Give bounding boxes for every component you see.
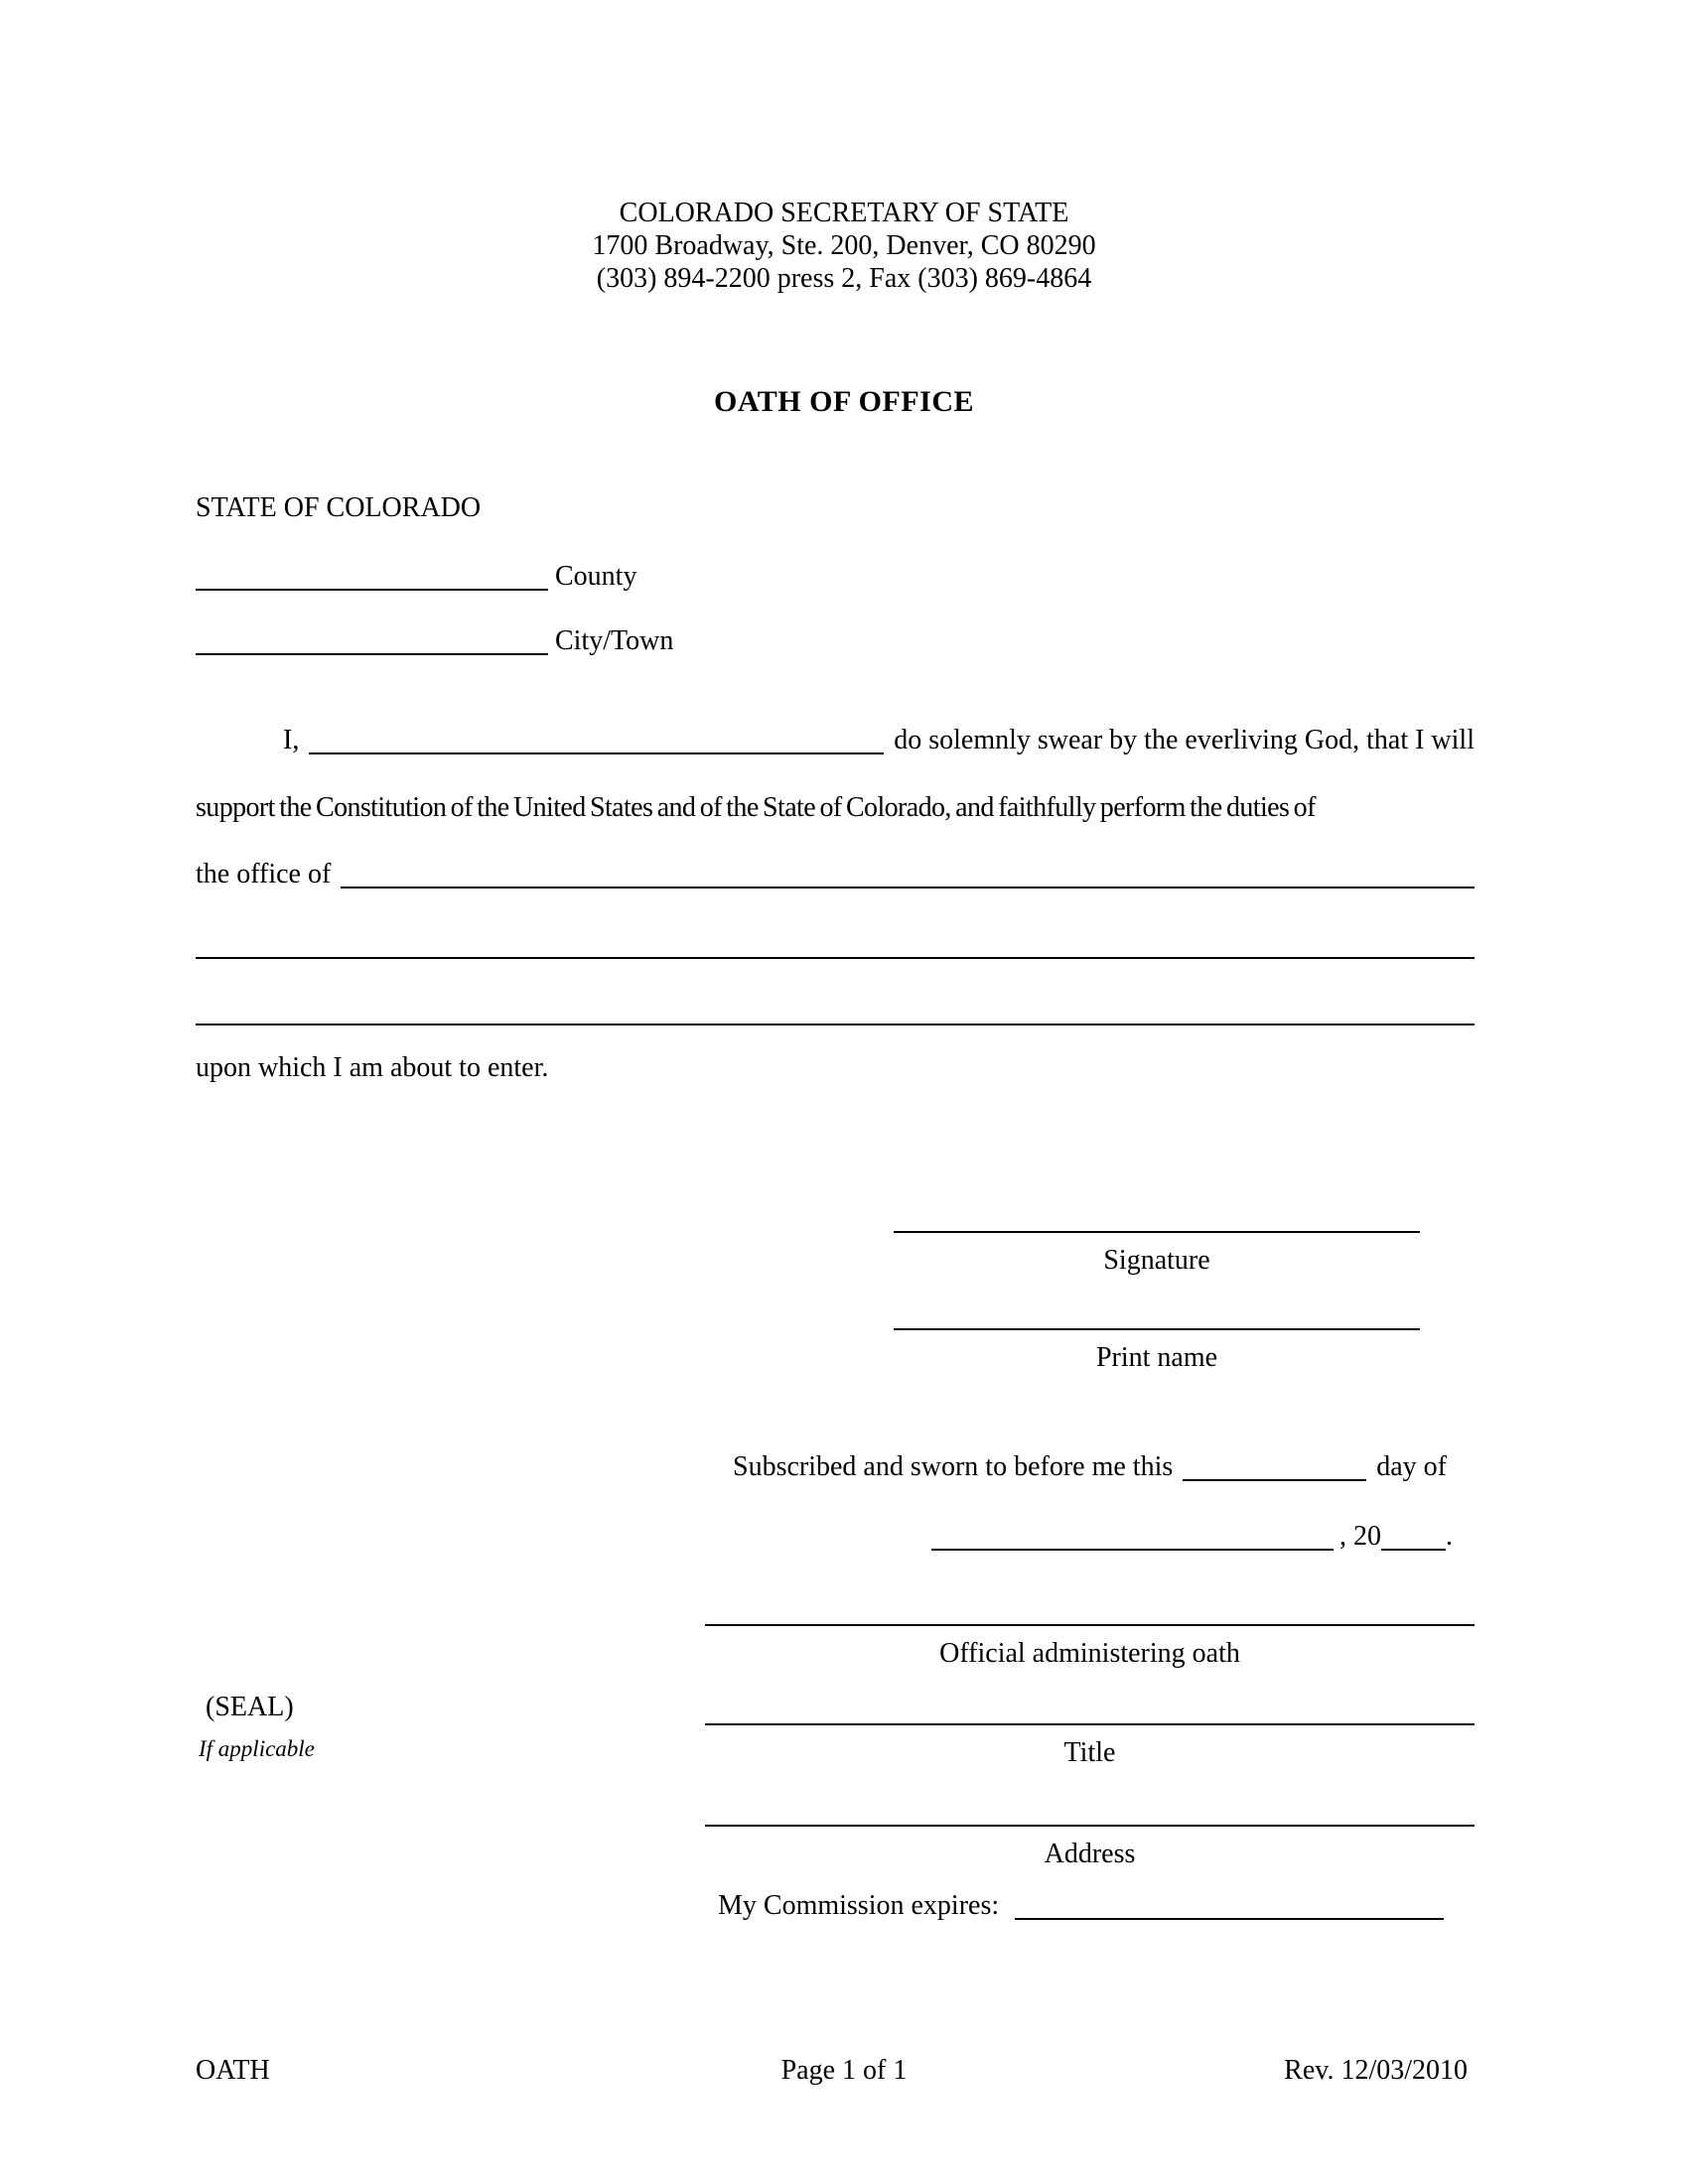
official-title-field[interactable] [705, 1723, 1475, 1725]
month-year-row [931, 1519, 1453, 1554]
oath-line-2: support the Constitution of the United States and of the State of Colorado, and faithfully perform the duties of [196, 792, 1316, 823]
footer-page-number: Page 1 of 1 [780, 2055, 908, 2086]
affiant-name-field[interactable] [309, 749, 884, 754]
official-address-field[interactable] [705, 1825, 1475, 1827]
signature-label: Signature [1103, 1245, 1210, 1276]
day-field[interactable] [1183, 1475, 1366, 1481]
city-town-row [196, 623, 673, 658]
org-address: 1700 Broadway, Ste. 200, Denver, CO 80290 [592, 230, 1096, 261]
year-field[interactable] [1381, 1545, 1446, 1551]
oath-lead-in: I, [283, 725, 300, 755]
footer-doc-code: OATH [196, 2055, 270, 2086]
office-name-field[interactable] [341, 883, 1475, 888]
oath-line-1-text: do solemnly swear by the everliving God, that I will [894, 725, 1475, 755]
official-title-label: Title [1063, 1737, 1116, 1768]
signature-field[interactable] [894, 1231, 1420, 1233]
office-name-field-line-3[interactable] [196, 1024, 1475, 1025]
year-prefix-text: , 20 [1339, 1521, 1381, 1552]
city-town-label: City/Town [555, 625, 674, 656]
month-field[interactable] [931, 1545, 1334, 1551]
year-period-text: . [1446, 1521, 1453, 1552]
subscribed-row [733, 1449, 1447, 1484]
official-signature-field[interactable] [705, 1624, 1475, 1626]
print-name-label: Print name [1095, 1342, 1218, 1373]
state-line: STATE OF COLORADO [196, 492, 482, 523]
oath-line-3 [196, 857, 1475, 891]
county-label: County [555, 561, 637, 592]
document-title: OATH OF OFFICE [714, 385, 974, 418]
footer-revision-date: Rev. 12/03/2010 [1284, 2055, 1468, 2086]
county-field[interactable] [196, 585, 548, 591]
oath-closing-text: upon which I am about to enter. [196, 1052, 549, 1083]
subscribed-text: Subscribed and sworn to before me this [733, 1451, 1174, 1482]
county-row [196, 559, 636, 594]
org-name: COLORADO SECRETARY OF STATE [619, 198, 1069, 228]
seal-note-text: If applicable [199, 1736, 315, 1761]
document-letterhead [0, 197, 1688, 295]
commission-expiry-field[interactable] [1015, 1914, 1444, 1920]
org-phone: (303) 894-2200 press 2, Fax (303) 869-4864 [596, 263, 1092, 294]
commission-row [718, 1888, 1444, 1923]
official-label: Official administering oath [939, 1638, 1240, 1669]
day-of-text: day of [1376, 1451, 1448, 1482]
office-of-label: the office of [196, 859, 332, 889]
seal-text: (SEAL) [206, 1692, 294, 1722]
official-address-label: Address [1044, 1839, 1136, 1869]
commission-label: My Commission expires: [718, 1890, 1000, 1921]
office-name-field-line-2[interactable] [196, 957, 1475, 959]
print-name-field[interactable] [894, 1328, 1420, 1330]
city-town-field[interactable] [196, 649, 548, 655]
oath-line-1 [196, 723, 1475, 757]
